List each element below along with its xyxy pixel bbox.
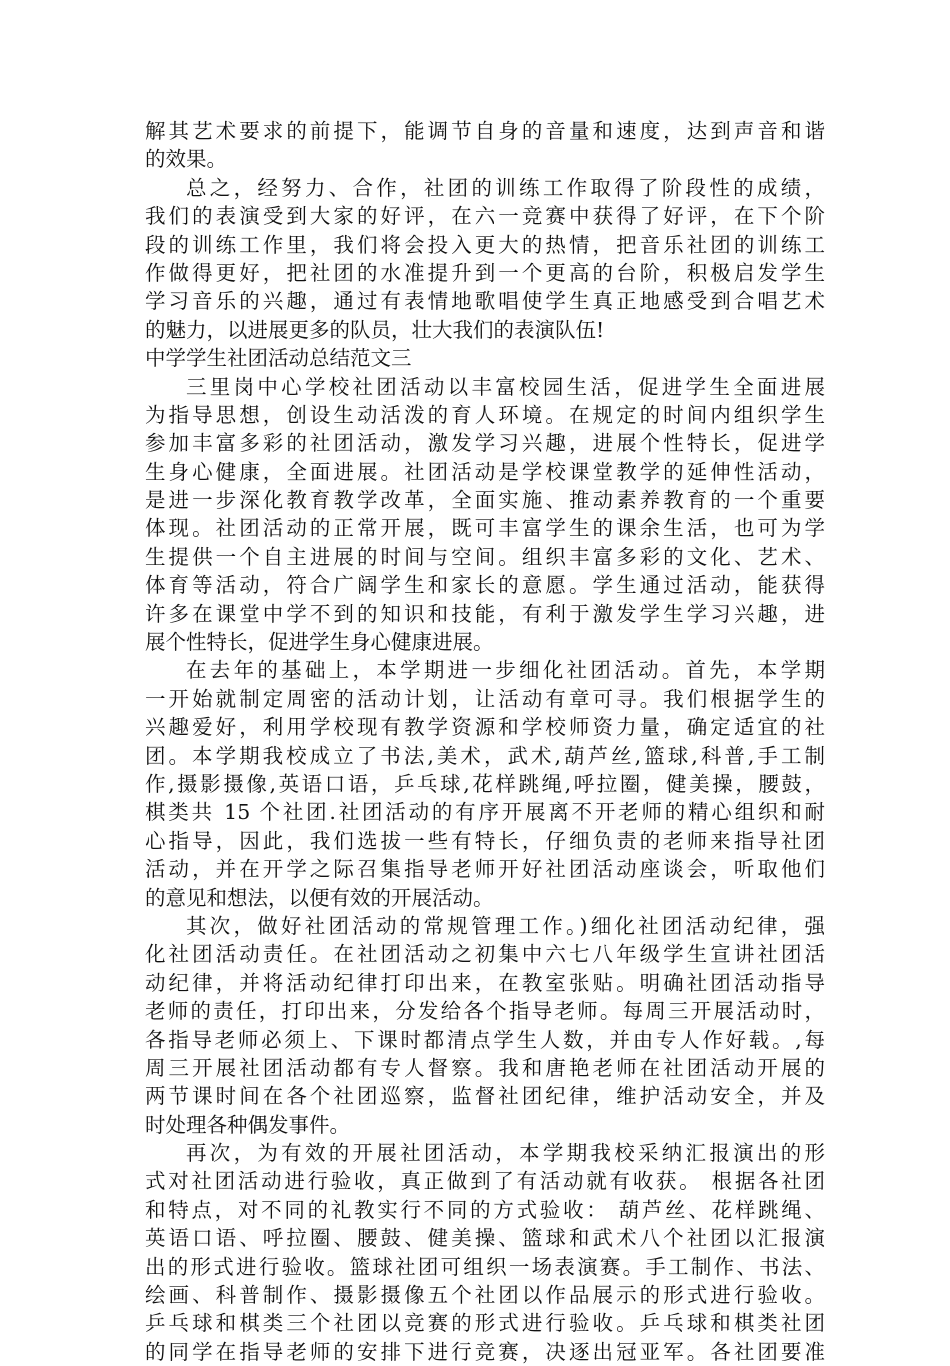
- text-line: 体现。社团活动的正常开展，既可丰富学生的课余生活，也可为学: [145, 516, 825, 541]
- text-line: 式对社团活动进行验收，真正做到了有活动就有收获。 根据各社团: [145, 1169, 825, 1194]
- text-line: 和特点，对不同的礼教实行不同的方式验收： 葫芦丝、花样跳绳、: [145, 1197, 825, 1222]
- text-line: 学习音乐的兴趣，通过有表情地歌唱使学生真正地感受到合唱艺术: [145, 289, 825, 314]
- text-line: 两节课时间在各个社团巡察，监督社团纪律，维护活动安全，并及: [145, 1084, 825, 1109]
- paragraph-first-line: 再次，为有效的开展社团活动，本学期我校采纳汇报演出的形: [186, 1141, 825, 1166]
- text-line: 一开始就制定周密的活动计划，让活动有章可寻。我们根据学生的: [145, 686, 825, 711]
- text-line: 参加丰富多彩的社团活动，激发学习兴趣，进展个性特长，促进学: [145, 431, 825, 456]
- text-line: 出的形式进行验收。篮球社团可组织一场表演赛。手工制作、书法、: [145, 1254, 825, 1279]
- text-line: 团。本学期我校成立了书法,美术，武术,葫芦丝,篮球,科普,手工制: [145, 743, 825, 768]
- text-line: 段的训练工作里，我们将会投入更大的热情，把音乐社团的训练工: [145, 232, 825, 257]
- text-line: 的效果。: [145, 147, 227, 172]
- text-line: 兴趣爱好，利用学校现有教学资源和学校师资力量，确定适宜的社: [145, 715, 825, 740]
- text-line: 中学学生社团活动总结范文三: [145, 346, 412, 371]
- text-line: 许多在课堂中学不到的知识和技能，有利于激发学生学习兴趣，进: [145, 601, 825, 626]
- text-line: 老师的责任，打印出来，分发给各个指导老师。每周三开展活动时，: [145, 999, 825, 1024]
- paragraph-first-line: 在去年的基础上，本学期进一步细化社团活动。首先，本学期: [186, 658, 825, 683]
- text-line: 生身心健康，全面进展。社团活动是学校课堂教学的延伸性活动，: [145, 459, 825, 484]
- text-line: 为指导思想，创设生动活泼的育人环境。在规定的时间内组织学生: [145, 402, 825, 427]
- text-line: 绘画、科普制作、摄影摄像五个社团以作品展示的形式进行验收。: [145, 1283, 825, 1308]
- text-line: 心指导，因此，我们选拔一些有特长，仔细负责的老师来指导社团: [145, 828, 825, 853]
- text-line: 的意见和想法，以便有效的开展活动。: [145, 885, 494, 910]
- text-line: 我们的表演受到大家的好评，在六一竞赛中获得了好评，在下个阶: [145, 204, 825, 229]
- text-line: 是进一步深化教育教学改革，全面实施、推动素养教育的一个重要: [145, 488, 825, 513]
- paragraph-first-line: 总之，经努力、合作，社团的训练工作取得了阶段性的成绩，: [186, 175, 825, 200]
- text-line: 作,摄影摄像,英语口语，乒乓球,花样跳绳,呼拉圈，健美操，腰鼓，: [145, 771, 825, 796]
- text-line: 生提供一个自主进展的时间与空间。组织丰富多彩的文化、艺术、: [145, 544, 825, 569]
- text-line: 各指导老师必须上、下课时都清点学生人数，并由专人作好载。,每: [145, 1027, 825, 1052]
- text-line: 英语口语、呼拉圈、腰鼓、健美操、篮球和武术八个社团以汇报演: [145, 1226, 825, 1251]
- text-line: 活动，并在开学之际召集指导老师开好社团活动座谈会，听取他们: [145, 857, 825, 882]
- paragraph-first-line: 三里岗中心学校社团活动以丰富校园生活，促进学生全面进展: [186, 374, 825, 399]
- paragraph-first-line: 其次，做好社团活动的常规管理工作。)细化社团活动纪律，强: [186, 913, 825, 938]
- text-line: 展个性特长，促进学生身心健康进展。: [145, 630, 494, 655]
- text-line: 动纪律，并将活动纪律打印出来，在教室张贴。明确社团活动指导: [145, 970, 825, 995]
- document-body: [145, 117, 825, 1366]
- text-line: 体育等活动，符合广阔学生和家长的意愿。学生通过活动，能获得: [145, 573, 825, 598]
- text-line: 周三开展社团活动都有专人督察。我和唐艳老师在社团活动开展的: [145, 1055, 825, 1080]
- text-line: 的同学在指导老师的安排下进行竞赛，决逐出冠亚军。各社团要准: [145, 1339, 825, 1364]
- text-line: 作做得更好，把社团的水准提升到一个更高的台阶，积极启发学生: [145, 260, 825, 285]
- text-line: 时处理各种偶发事件。: [145, 1112, 350, 1137]
- text-line: 乒乓球和棋类三个社团以竞赛的形式进行验收。乒乓球和棋类社团: [145, 1311, 825, 1336]
- text-line: 解其艺术要求的前提下，能调节自身的音量和速度，达到声音和谐: [145, 119, 825, 143]
- text-line: 化社团活动责任。在社团活动之初集中六七八年级学生宣讲社团活: [145, 942, 825, 967]
- text-line: 棋类共 15 个社团.社团活动的有序开展离不开老师的精心组织和耐: [145, 800, 825, 825]
- text-line: 的魅力，以进展更多的队员，壮大我们的表演队伍!: [145, 317, 605, 342]
